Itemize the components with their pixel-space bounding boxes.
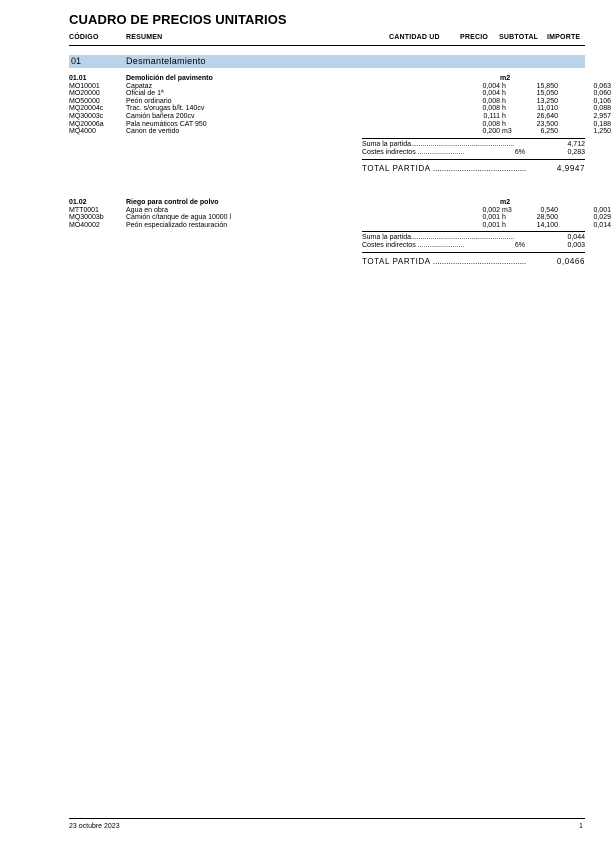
indirectos-percent: 6% [514,242,525,250]
line-description: Peón especializado restauración [126,221,228,229]
total-value: 4,9947 [556,163,585,173]
line-price: 0,540 [540,206,558,214]
line-quantity: 0,004 [482,90,500,98]
chapter-code: 01 [71,56,82,66]
line-code: MQ30003b [69,214,104,222]
line-subtotal: 0,001 [593,206,611,214]
partida-title: Riego para control de polvo [126,199,219,206]
line-price: 23,500 [536,120,558,128]
line-code: MQ4000 [69,128,96,136]
indirectos-percent: 6% [514,148,525,156]
line-unit: h [502,90,506,98]
costes-indirectos-row [362,242,585,250]
suma-value: 4,712 [567,140,585,148]
line-code: MO50000 [69,97,100,105]
total-label: TOTAL PARTIDA .......................................... [362,163,527,173]
line-price: 15,850 [536,82,558,90]
line-description: Oficial de 1ª [126,90,164,98]
line-subtotal: 0,063 [593,82,611,90]
line-unit: h [502,105,506,113]
line-description: Capataz [126,82,153,90]
line-quantity: 0,008 [482,97,500,105]
line-quantity: 0,008 [482,105,500,113]
partida-code: 01.01 [69,75,87,82]
line-subtotal: 0,060 [593,90,611,98]
footer-page-number: 1 [579,823,583,830]
line-code: MO40002 [69,221,100,229]
suma-label: Suma la partida..................................................... [362,234,515,242]
line-description: Canon de vertido [126,128,180,136]
sum-rule [362,231,585,232]
line-description: Peón ordinario [126,97,172,105]
line-code: MO20000 [69,90,100,98]
partida-title: Demolición del pavimento [126,75,213,82]
line-unit: h [502,120,506,128]
line-code: MQ20004c [69,105,104,113]
indirectos-label: Costes indirectos ........................ [362,242,465,250]
line-quantity: 0,001 [482,221,500,229]
line-price: 15,050 [536,90,558,98]
header-resumen: RESUMEN [126,34,163,41]
suma-partida-row [362,141,585,149]
line-code: MQ20006a [69,120,104,128]
chapter-bar [69,55,585,68]
line-unit: m3 [502,206,512,214]
page-title: CUADRO DE PRECIOS UNITARIOS [69,12,287,27]
line-code: MO10001 [69,82,100,90]
line-subtotal: 0,106 [593,97,611,105]
header-codigo: CÓDIGO [69,34,99,41]
line-price: 28,500 [536,214,558,222]
line-code: MTT0001 [69,206,99,214]
suma-value: 0,044 [567,234,585,242]
partida-code: 01.02 [69,199,87,206]
total-rule [362,159,585,160]
line-quantity: 0,001 [482,214,500,222]
footer-rule [69,818,585,819]
header-importe: IMPORTE [547,34,581,41]
partida-unit: m2 [500,199,511,206]
indirectos-label: Costes indirectos ........................ [362,148,465,156]
header-cantidad-ud: CANTIDAD UD [389,34,440,41]
partida-unit: m2 [500,75,511,82]
line-subtotal: 0,088 [593,105,611,113]
line-quantity: 0,111 [483,113,500,120]
total-partida-row [362,257,585,267]
line-description: Trac. s/orugas b/lt. 140cv [126,105,205,113]
suma-partida-row [362,234,585,242]
line-unit: h [502,221,506,229]
line-unit: h [502,97,506,105]
line-subtotal: 1,250 [593,128,611,136]
total-rule [362,252,585,253]
line-price: 26,640 [536,113,558,120]
total-partida-row [362,164,585,174]
costes-indirectos-row [362,149,585,157]
line-quantity: 0,200 [482,128,500,136]
line-unit: h [502,82,506,90]
indirectos-value: 0,003 [567,242,585,250]
line-price: 13,250 [536,97,558,105]
line-unit: h [502,214,506,222]
header-subtotal: SUBTOTAL [499,34,539,41]
line-quantity: 0,004 [482,82,500,90]
line-price: 14,100 [536,221,558,229]
line-description: Agua en obra [126,206,169,214]
line-subtotal: 0,014 [593,221,611,229]
header-rule [69,45,585,46]
line-description: Camión bañera 200cv [126,113,195,120]
line-description: Camión c/tanque de agua 10000 l [126,214,232,222]
line-unit: h [502,113,506,120]
line-price: 6,250 [540,128,558,136]
line-item-row [69,221,611,230]
suma-label: Suma la partida..................................................... [362,140,515,148]
chapter-title: Desmantelamiento [126,56,206,66]
footer-date: 23 octubre 2023 [69,823,120,830]
sum-rule [362,138,585,139]
line-unit: m3 [502,128,512,136]
indirectos-value: 0,283 [567,148,585,156]
line-subtotal: 0,188 [593,120,611,128]
line-quantity: 0,008 [482,120,500,128]
line-price: 11,010 [537,105,558,113]
line-quantity: 0,002 [482,206,500,214]
line-description: Pala neumáticos CAT 950 [126,120,207,128]
total-value: 0,0466 [556,257,585,267]
header-precio: PRECIO [460,34,489,41]
line-subtotal: 2,957 [593,113,611,120]
line-subtotal: 0,029 [593,214,611,222]
total-label: TOTAL PARTIDA .......................................... [362,257,527,267]
line-item-row [69,128,611,136]
line-code: MQ30003c [69,113,104,120]
